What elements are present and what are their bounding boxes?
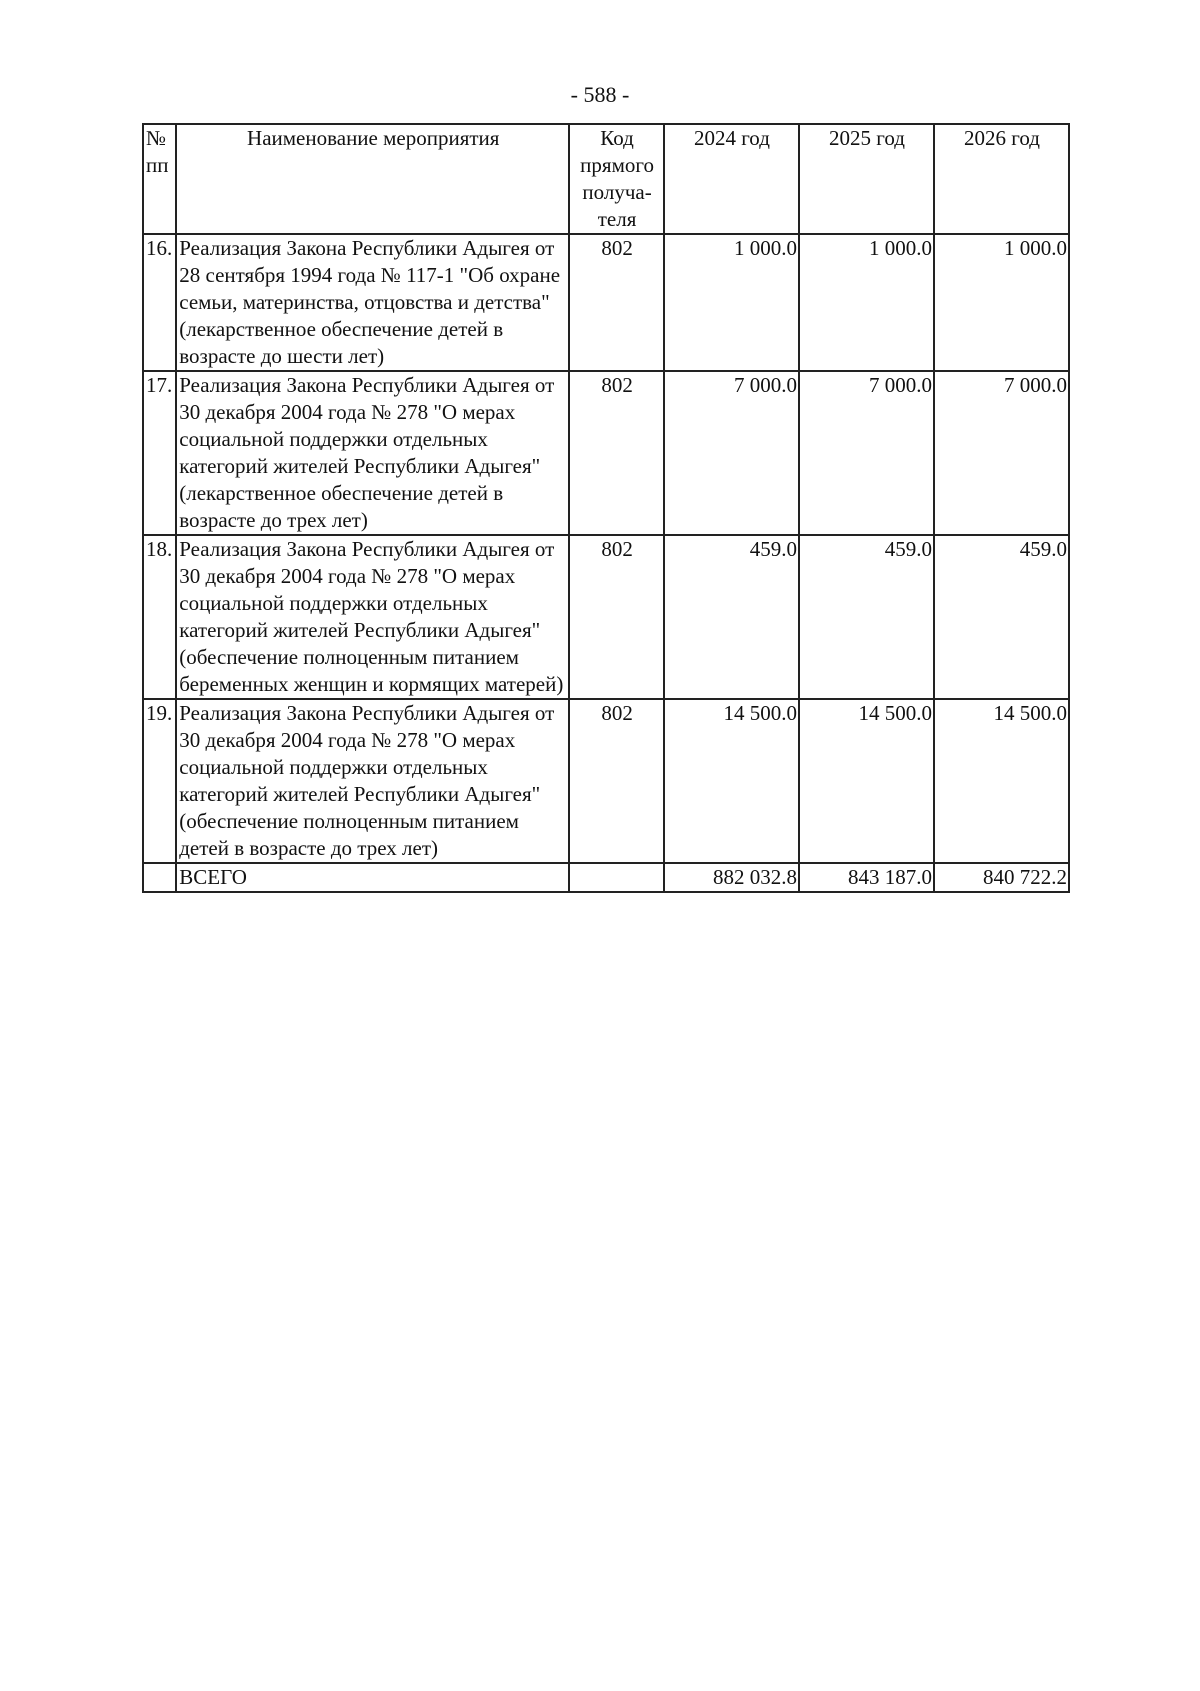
table-row [143, 535, 1069, 699]
total-code-cell [569, 863, 664, 892]
header-year-2024: 2024 год [664, 124, 799, 234]
row-value-2024: 7 000.0 [664, 371, 799, 535]
total-value-2026: 840 722.2 [934, 863, 1069, 892]
table-header-row [143, 124, 1069, 234]
header-num-line1: № [146, 126, 167, 150]
row-value-2024: 14 500.0 [664, 699, 799, 863]
row-name: Реализация Закона Республики Адыгея от 30 декабря 2004 года № 278 "О мерах социальной поддержки отдельных категорий жителей Республики Адыгея" (лекарственное обеспечение детей в возрасте до трех лет) [176, 371, 569, 535]
page-number: - 588 - [570, 82, 630, 107]
header-num [143, 124, 176, 234]
row-number: 16. [143, 234, 176, 371]
table-row [143, 699, 1069, 863]
row-value-2026: 1 000.0 [934, 234, 1069, 371]
row-code: 802 [569, 535, 664, 699]
table-row [143, 371, 1069, 535]
row-number: 19. [143, 699, 176, 863]
row-value-2026: 459.0 [934, 535, 1069, 699]
table-row [143, 234, 1069, 371]
row-value-2026: 14 500.0 [934, 699, 1069, 863]
row-number: 18. [143, 535, 176, 699]
header-num-line2: пп [146, 153, 169, 177]
row-number: 17. [143, 371, 176, 535]
budget-table [142, 123, 1070, 893]
total-number-cell [143, 863, 176, 892]
row-value-2025: 459.0 [799, 535, 934, 699]
total-value-2024: 882 032.8 [664, 863, 799, 892]
total-row [143, 863, 1069, 892]
row-code: 802 [569, 699, 664, 863]
row-value-2025: 1 000.0 [799, 234, 934, 371]
header-year-2026: 2026 год [934, 124, 1069, 234]
header-name: Наименование мероприятия [176, 124, 569, 234]
row-value-2024: 1 000.0 [664, 234, 799, 371]
header-code: Код прямого получа-теля [569, 124, 664, 234]
row-name: Реализация Закона Республики Адыгея от 30 декабря 2004 года № 278 "О мерах социальной поддержки отдельных категорий жителей Республики Адыгея" (обеспечение полноценным питанием детей в возрасте до трех лет) [176, 699, 569, 863]
row-value-2026: 7 000.0 [934, 371, 1069, 535]
total-label: ВСЕГО [176, 863, 569, 892]
row-value-2025: 14 500.0 [799, 699, 934, 863]
row-name: Реализация Закона Республики Адыгея от 28 сентября 1994 года № 117-1 "Об охране семьи, материнства, отцовства и детства" (лекарственное обеспечение детей в возрасте до шести лет) [176, 234, 569, 371]
row-value-2025: 7 000.0 [799, 371, 934, 535]
total-value-2025: 843 187.0 [799, 863, 934, 892]
row-code: 802 [569, 371, 664, 535]
row-code: 802 [569, 234, 664, 371]
header-year-2025: 2025 год [799, 124, 934, 234]
row-name: Реализация Закона Республики Адыгея от 30 декабря 2004 года № 278 "О мерах социальной поддержки отдельных категорий жителей Республики Адыгея" (обеспечение полноценным питанием беременных женщин и кормящих матерей) [176, 535, 569, 699]
row-value-2024: 459.0 [664, 535, 799, 699]
